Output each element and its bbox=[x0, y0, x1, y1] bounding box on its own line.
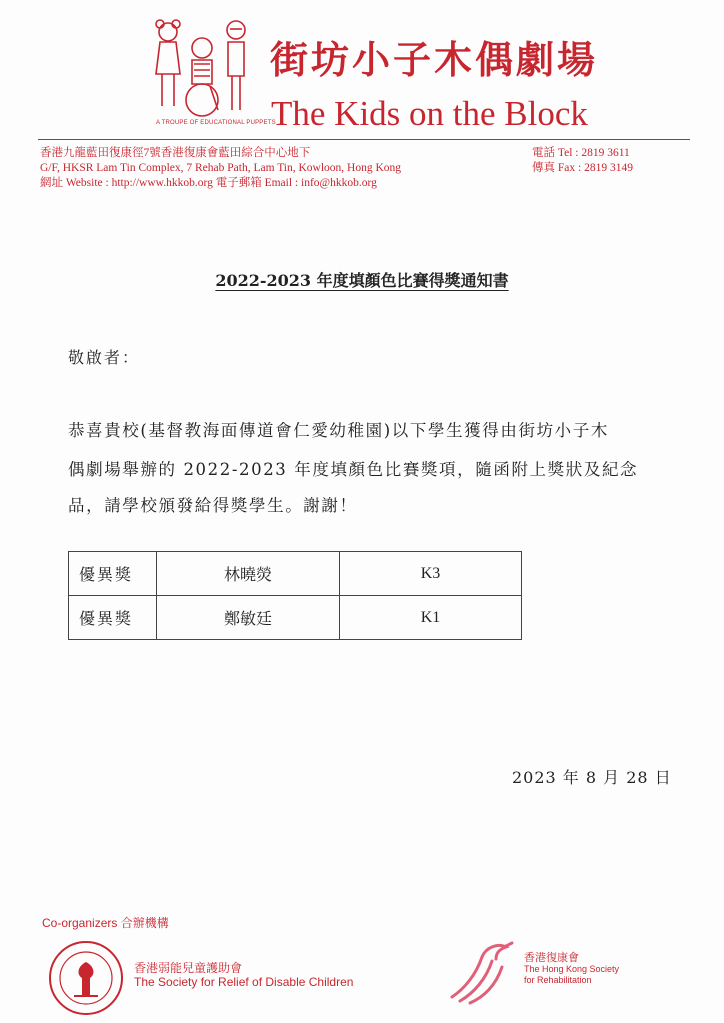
sr-seal-logo bbox=[48, 940, 124, 1016]
hksr-bird-logo bbox=[446, 935, 518, 1005]
paragraph-line: 恭喜貴校(基督教海面傳道會仁愛幼稚園)以下學生獲得由街坊小子木 bbox=[68, 421, 609, 440]
grade-cell: K1 bbox=[340, 596, 522, 640]
award-table bbox=[68, 551, 522, 640]
coorganizers-label: Co-organizers 合辦機構 bbox=[42, 916, 169, 930]
notice-title: 2022-2023 年度填顏色比賽得獎通知書 bbox=[215, 271, 509, 290]
fax: 傳真 Fax : 2819 3149 bbox=[532, 162, 633, 174]
table-row bbox=[69, 596, 522, 640]
letterhead-divider bbox=[38, 139, 690, 140]
prize-cell: 優異獎 bbox=[69, 552, 157, 596]
puppets-logo bbox=[148, 14, 266, 132]
org2-name-en-line1: The Hong Kong Society bbox=[524, 964, 620, 974]
student-cell: 林曉熒 bbox=[157, 552, 340, 596]
org2-name-en-line2: for Rehabilitation bbox=[524, 975, 592, 985]
org1-name-zh: 香港弱能兒童護助會 bbox=[134, 961, 243, 975]
grade-cell: K3 bbox=[340, 552, 522, 596]
address-zh: 香港九龍藍田復康徑7號香港復康會藍田綜合中心地下 bbox=[40, 147, 311, 159]
telephone: 電話 Tel : 2819 3611 bbox=[532, 147, 630, 159]
address-en: G/F, HKSR Lam Tin Complex, 7 Rehab Path, Lam Tin, Kowloon, Hong Kong bbox=[40, 162, 402, 174]
letter-date: 2023 年 8 月 28 日 bbox=[512, 768, 672, 787]
table-row bbox=[69, 552, 522, 596]
paragraph-line: 偶劇場舉辦的 2022-2023 年度填顏色比賽獎項，隨函附上獎狀及紀念 bbox=[68, 460, 639, 479]
website-email: 網址 Website : http://www.hkkob.org 電子郵箱 Email : info@hkkob.org bbox=[40, 177, 377, 189]
org1-name-en: The Society for Relief of Disable Children bbox=[134, 975, 354, 989]
student-cell: 鄭敏廷 bbox=[157, 596, 340, 640]
prize-cell: 優異獎 bbox=[69, 596, 157, 640]
paragraph-line: 品，請學校頒發給得獎學生。謝謝！ bbox=[68, 496, 358, 515]
organization-name-zh: 街坊小子木偶劇場 bbox=[270, 38, 599, 82]
organization-name-en: The Kids on the Block bbox=[271, 94, 588, 133]
org2-name-zh: 香港復康會 bbox=[524, 952, 579, 964]
logo-tagline: A TROUPE OF EDUCATIONAL PUPPETS bbox=[156, 120, 276, 126]
salutation: 敬啟者： bbox=[68, 348, 141, 367]
